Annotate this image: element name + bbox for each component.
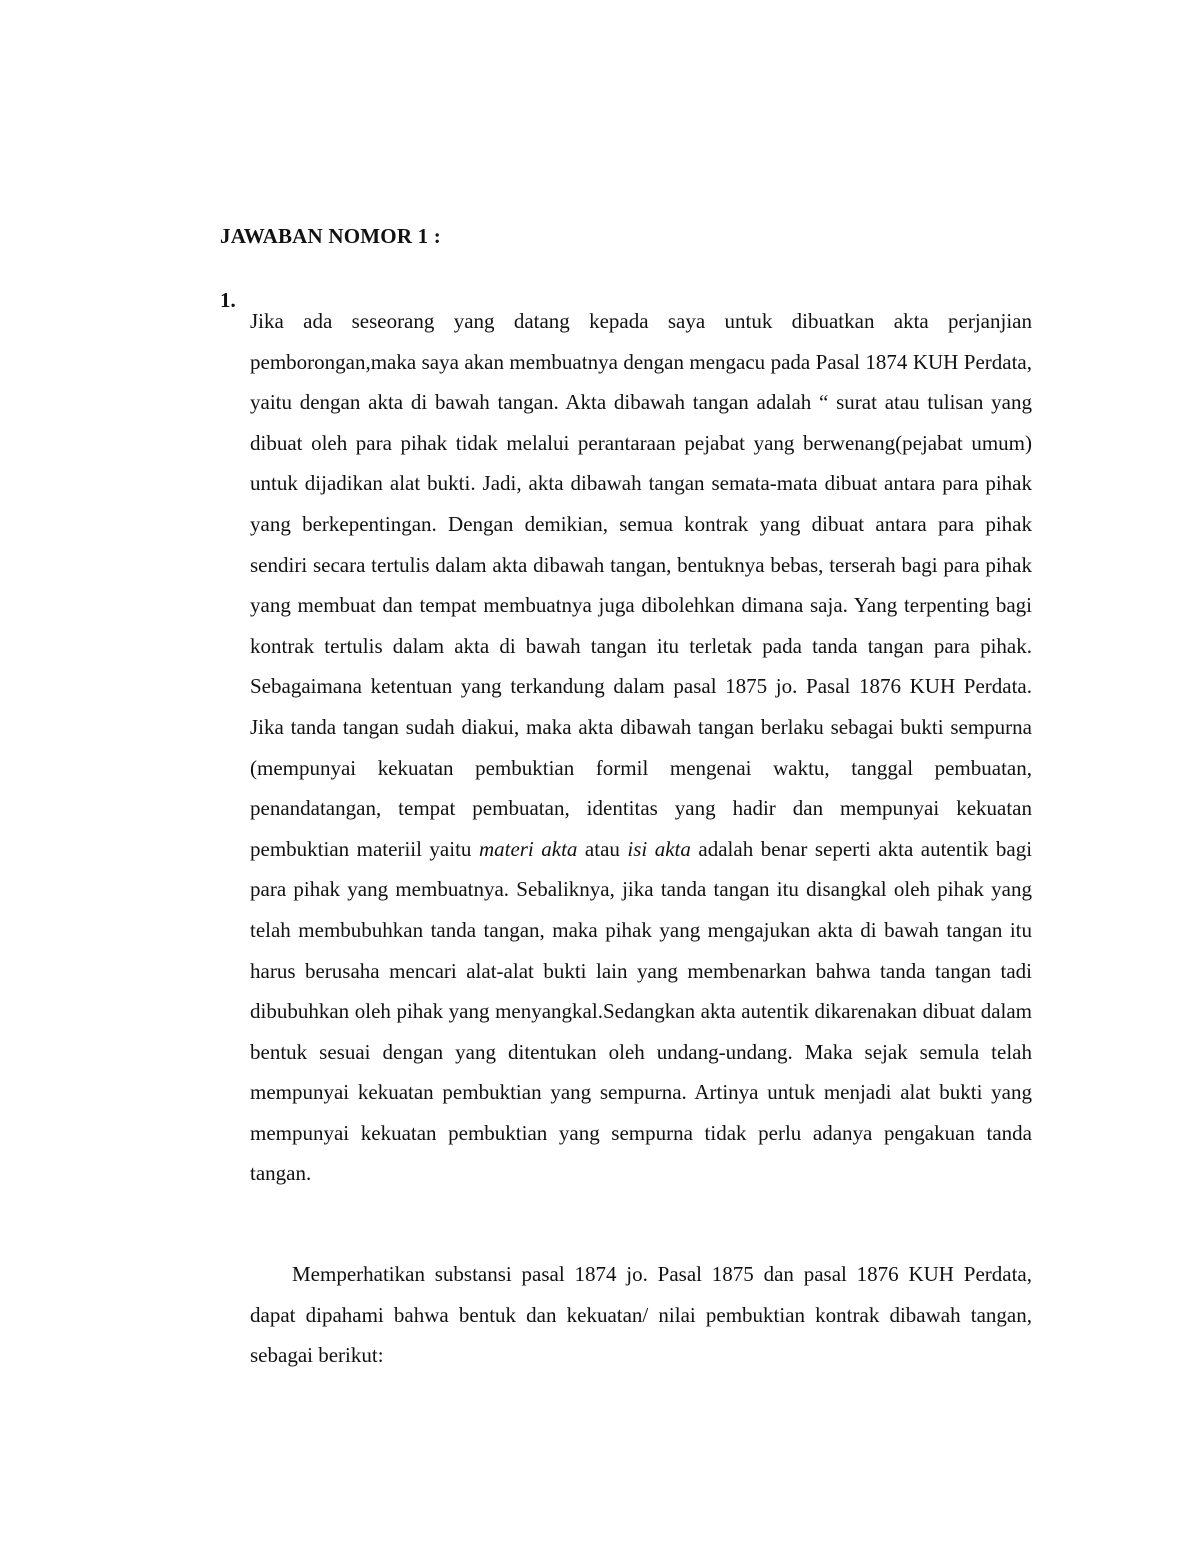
- answer-number: 1.: [220, 288, 236, 312]
- second-paragraph: Memperhatikan substansi pasal 1874 jo. Pasal 1875 dan pasal 1876 KUH Perdata, dapat dipahami bahwa bentuk dan kekuatan/ nilai pembuktian kontrak dibawah tangan, sebagai berikut:: [250, 1262, 1032, 1368]
- answer-text-part3: adalah benar seperti akta autentik bagi para pihak yang membuatnya. Sebaliknya, jika tanda tangan itu disangkal oleh pihak yang telah membubuhkan tanda tangan, maka pihak yang mengajukan akta di bawah tangan itu harus berusaha mencari alat-alat bukti lain yang membenarkan bahwa tanda tangan tadi dibubuhkan oleh pihak yang menyangkal.Sedangkan akta autentik dikarenakan dibuat dalam bentuk sesuai dengan yang ditentukan oleh undang-undang. Maka sejak semula telah mempunyai kekuatan pembuktian yang sempurna. Artinya untuk menjadi alat bukti yang mempunyai kekuatan pembuktian yang sempurna tidak perlu adanya pengakuan tanda tangan.: [250, 836, 1033, 1186]
- answer-italic-materi-akta: materi akta: [478, 836, 578, 861]
- answer-text-part1: Jika ada seseorang yang datang kepada saya untuk dibuatkan akta perjanjian pemborongan,maka saya akan membuatnya dengan mengacu pada Pasal 1874 KUH Perdata, yaitu dengan akta di bawah tangan. Akta dibawah tangan adalah “ surat atau tulisan yang dibuat oleh para pihak tidak melalui perantaraan pejabat yang berwenang(pejabat umum) untuk dijadikan alat bukti. Jadi, akta dibawah tangan semata-mata dibuat antara para pihak yang berkepentingan. Dengan demikian, semua kontrak yang dibuat antara para pihak sendiri secara tertulis dalam akta dibawah tangan, bentuknya bebas, terserah bagi para pihak yang membuat dan tempat membuatnya juga dibolehkan dimana saja. Yang terpenting bagi kontrak tertulis dalam akta di bawah tangan itu terletak pada tanda tangan para pihak. Sebagaimana ketentuan yang terkandung dalam pasal 1875 jo. Pasal 1876 KUH Perdata. Jika tanda tangan sudah diakui, maka akta dibawah tangan berlaku sebagai bukti sempurna (mempunyai kekuatan pembuktian formil mengenai waktu, tanggal pembuatan, penandatangan, tempat pembuatan, identitas yang hadir dan mempunyai kekuatan pembuktian materiil yaitu: [250, 309, 1032, 861]
- answer-text-part2: atau: [584, 836, 620, 861]
- answer-italic-isi-akta: isi akta: [627, 836, 691, 861]
- page-heading: JAWABAN NOMOR 1 :: [220, 224, 441, 248]
- answer-item: [220, 280, 1032, 1215]
- answer-text: [250, 301, 1032, 1194]
